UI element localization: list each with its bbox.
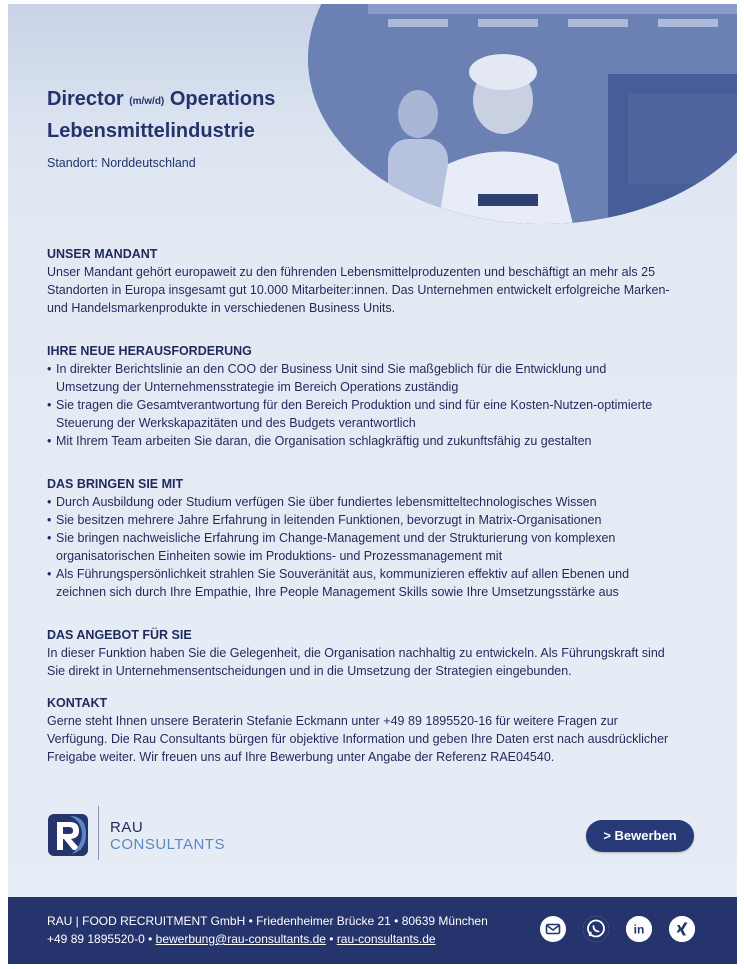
- section-heading: DAS ANGEBOT FÜR SIE: [47, 628, 192, 642]
- svg-text:in: in: [633, 922, 645, 937]
- list-item-line: • Als Führungspersönlichkeit strahlen Sie Souveränität aus, kommunizieren effektiv auf allen Ebenen und: [56, 567, 630, 581]
- section-heading: DAS BRINGEN SIE MIT: [47, 477, 184, 491]
- footer: [8, 897, 737, 964]
- whatsapp-icon[interactable]: [583, 916, 609, 942]
- section-heading: UNSER MANDANT: [47, 247, 158, 261]
- footer-phone: +49 89 1895520-0 •: [47, 932, 156, 946]
- list-item-line: • Sie besitzen mehrere Jahre Erfahrung in leitenden Funktionen, bevorzugt in Matrix-Organisationen: [56, 513, 602, 527]
- paragraph-line: Sie direkt in Unternehmensentscheidungen und in die Umsetzung der Strategien eingebunden.: [47, 664, 572, 678]
- list-item: [47, 565, 707, 601]
- list-item: [47, 432, 707, 450]
- list-item: [47, 493, 707, 511]
- paragraph-line: Freigabe weiter. Wir freuen uns auf Ihre Bewerbung unter Angabe der Referenz RAE04540.: [47, 750, 555, 764]
- section-requirements: [47, 475, 707, 601]
- paragraph-line: und Handelsmarkenprodukte in verschiedenen Business Units.: [47, 301, 396, 315]
- section-mandant: [47, 245, 707, 317]
- paragraph-line: Verfügung. Die Rau Consultants bürgen für objektive Information und geben Ihre Daten erst nach ausdrücklicher: [47, 732, 669, 746]
- job-ad-page: [8, 4, 737, 964]
- logo-text-consultants: CONSULTANTS: [110, 836, 225, 853]
- list-item-line: • Sie tragen die Gesamtverantwortung für den Bereich Produktion und sind für eine Kosten-Nutzen-optimierte: [56, 398, 653, 412]
- section-heading: KONTAKT: [47, 696, 108, 710]
- footer-contact-line: [47, 932, 436, 946]
- list-item-line: • Durch Ausbildung oder Studium verfügen Sie über fundiertes lebensmitteltechnologisches Wissen: [56, 495, 597, 509]
- list-item-line: • Sie bringen nachweisliche Erfahrung im Change-Management und der Strukturierung von komplexen: [56, 531, 616, 545]
- section-offer: [47, 626, 707, 680]
- list-item-line: zeichnen sich durch Ihre Empathie, Ihre People Management Skills sowie Ihre Umsetzungsstärke aus: [56, 585, 619, 599]
- list-item-line: Steuerung der Werkskapazitäten und des Budgets verantwortlich: [56, 416, 416, 430]
- paragraph-line: In dieser Funktion haben Sie die Gelegenheit, die Organisation nachhaltig zu entwickeln. Als Führungskraft sind: [47, 646, 665, 660]
- section-heading: IHRE NEUE HERAUSFORDERUNG: [47, 344, 252, 358]
- list-item: [47, 511, 707, 529]
- title-director: Director: [47, 88, 124, 110]
- title-gender: (m/w/d): [129, 96, 165, 107]
- hero-photo-food-worker: [308, 4, 737, 224]
- footer-separator: •: [325, 932, 337, 946]
- list-item: [47, 396, 707, 432]
- bullet-list: [47, 360, 707, 450]
- list-item-line: Umsetzung der Unternehmensstrategie im Bereich Operations zuständig: [56, 380, 459, 394]
- rau-consultants-logo: [48, 806, 225, 862]
- logo-mark-icon: [48, 814, 88, 856]
- job-title-line1: [47, 88, 275, 111]
- list-item-line: • In direkter Berichtslinie an den COO der Business Unit sind Sie maßgeblich für die Entwicklung und: [56, 362, 607, 376]
- footer-website-link[interactable]: rau-consultants.de: [336, 932, 436, 946]
- job-location: Standort: Norddeutschland: [47, 156, 196, 170]
- mail-icon[interactable]: [540, 916, 566, 942]
- paragraph-line: Gerne steht Ihnen unsere Beraterin Stefanie Eckmann unter +49 89 1895520-16 für weitere Fragen zur: [47, 714, 618, 728]
- list-item: [47, 529, 707, 565]
- apply-button[interactable]: > Bewerben: [586, 820, 694, 852]
- list-item-line: organisatorischen Einheiten sowie im Produktions- und Prozessmanagement mit: [56, 549, 503, 563]
- xing-icon[interactable]: [669, 916, 695, 942]
- paragraph-line: Standorten in Europa insgesamt gut 10.000 Mitarbeiter:innen. Das Unternehmen entwickelt erfolgreiche Marken-: [47, 283, 670, 297]
- linkedin-icon[interactable]: [626, 916, 652, 942]
- footer-address: RAU | FOOD RECRUITMENT GmbH • Friedenheimer Brücke 21 • 80639 München: [47, 914, 488, 928]
- paragraph-line: Unser Mandant gehört europaweit zu den führenden Lebensmittelproduzenten und beschäftigt an mehr als 25: [47, 265, 656, 279]
- logo-divider: [98, 806, 99, 860]
- list-item-line: • Mit Ihrem Team arbeiten Sie daran, die Organisation schlagkräftig und zukunftsfähig zu gestalten: [56, 434, 592, 448]
- bullet-list: [47, 493, 707, 601]
- list-item: [47, 360, 707, 396]
- title-operations: Operations: [169, 88, 276, 110]
- section-contact: [47, 694, 707, 766]
- footer-email-link[interactable]: bewerbung@rau-consultants.de: [155, 932, 326, 946]
- logo-text-rau: RAU: [110, 819, 144, 836]
- job-title-line2: Lebensmittelindustrie: [47, 120, 255, 142]
- section-challenge: [47, 342, 707, 450]
